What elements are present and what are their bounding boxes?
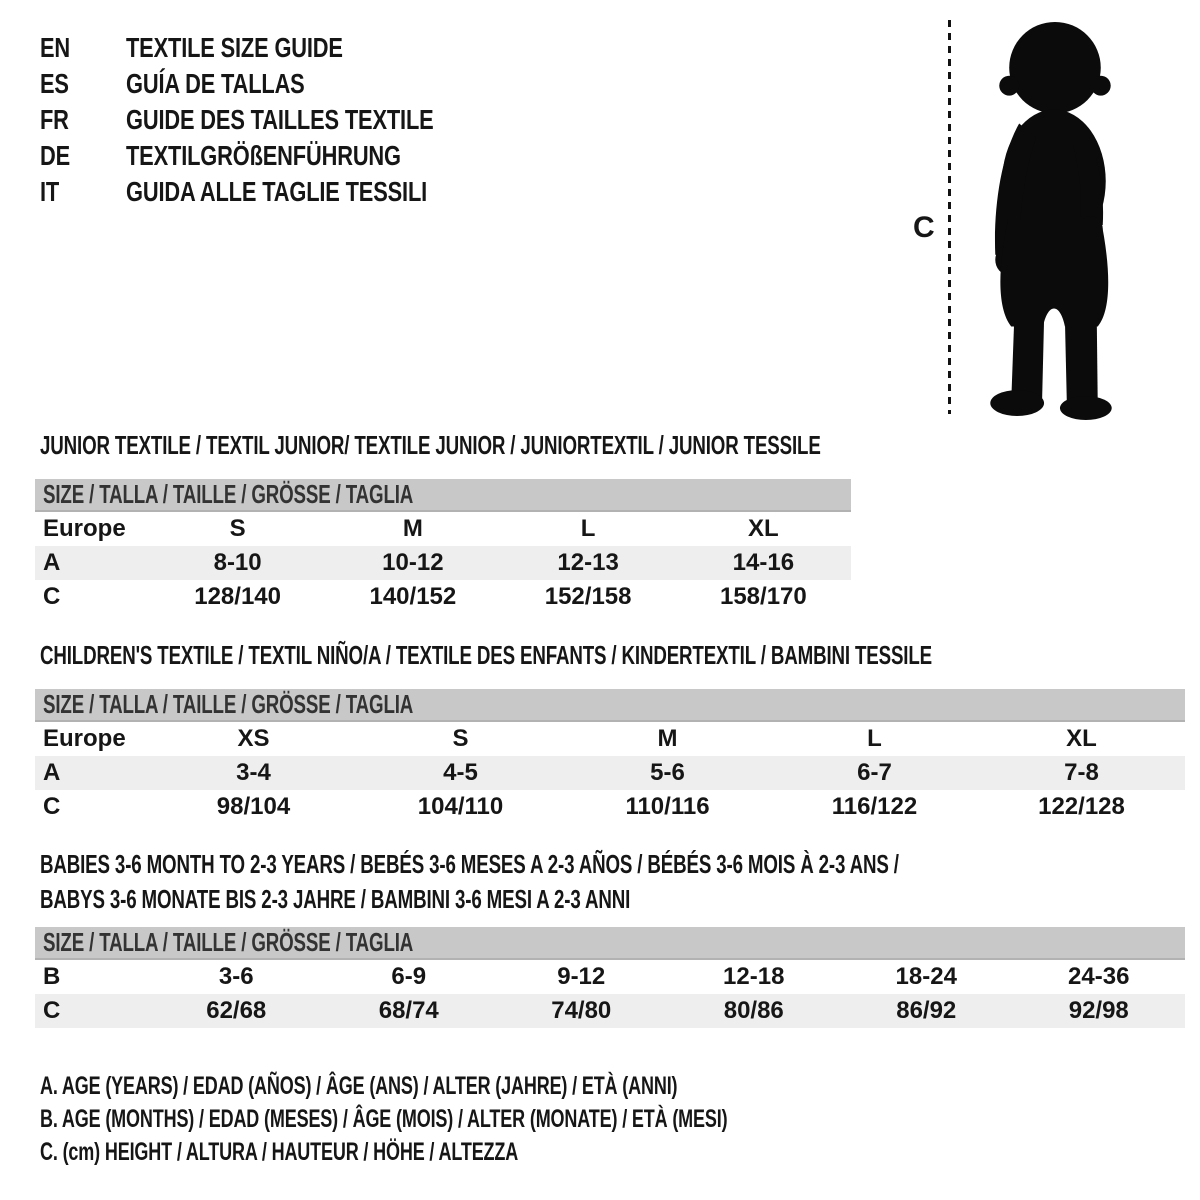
row-label: A — [35, 546, 150, 580]
cell: 7-8 — [978, 756, 1185, 790]
cell: XL — [748, 515, 779, 542]
language-row-fr — [40, 102, 520, 138]
cell: 5-6 — [564, 756, 771, 790]
cell: 128/140 — [194, 583, 281, 610]
cell: 74/80 — [495, 994, 668, 1028]
cell: 24-36 — [1068, 963, 1130, 990]
language-row-de — [40, 138, 520, 174]
language-code-it: IT — [40, 176, 60, 207]
cell: L — [580, 515, 596, 542]
cell: 80/86 — [668, 994, 841, 1028]
cell: 152/158 — [544, 583, 632, 610]
cell: M — [657, 725, 678, 752]
row-label: Europe — [43, 725, 126, 752]
legend-age-years: A. AGE (YEARS) / EDAD (AÑOS) / ÂGE (ANS) / ALTER (JAHRE) / ETÀ (ANNI) — [40, 1072, 678, 1100]
babies-table-title-line1: BABIES 3-6 MONTH TO 2-3 YEARS / BEBÉS 3-6 MESES A 2-3 AÑOS / BÉBÉS 3-6 MOIS À 2-3 ANS / — [40, 849, 899, 879]
guide-title-en: TEXTILE SIZE GUIDE — [125, 32, 343, 63]
legend-age-months: B. AGE (MONTHS) / EDAD (MESES) / ÂGE (MOIS) / ALTER (MONATE) / ETÀ (MESI) — [40, 1105, 728, 1133]
table-row-europe — [35, 511, 851, 546]
size-header-label: SIZE / TALLA / TAILLE / GRÖSSE / TAGLIA — [43, 479, 414, 509]
children-table-title: CHILDREN'S TEXTILE / TEXTIL NIÑO/A / TEXTILE DES ENFANTS / KINDERTEXTIL / BAMBINI TESSILE — [40, 640, 933, 670]
cell: 9-12 — [557, 963, 606, 990]
cell: S — [452, 725, 469, 752]
language-code-de: DE — [40, 140, 71, 171]
size-header-row — [35, 927, 1185, 959]
size-header-row — [35, 479, 851, 511]
cell: 6-9 — [391, 963, 427, 990]
cell: 14-16 — [676, 546, 851, 580]
babies-table-title-line2: BABYS 3-6 MONATE BIS 2-3 JAHRE / BAMBINI 3-6 MESI A 2-3 ANNI — [40, 884, 631, 914]
children-size-table — [35, 689, 1185, 824]
size-header-row — [35, 689, 1185, 721]
babies-size-table — [35, 927, 1185, 1028]
cell: 4-5 — [357, 756, 564, 790]
cell: 6-7 — [771, 756, 978, 790]
table-row-months — [35, 959, 1185, 994]
cell: 116/122 — [831, 793, 918, 820]
cell: XL — [1066, 725, 1097, 752]
guide-title-fr: GUIDE DES TAILLES TEXTILE — [125, 104, 434, 135]
row-label: C — [43, 793, 61, 820]
table-row-age — [35, 546, 851, 580]
row-label: Europe — [43, 515, 126, 542]
guide-title-de: TEXTILGRÖßENFÜHRUNG — [125, 140, 401, 171]
junior-size-table — [35, 479, 851, 614]
cell: M — [402, 515, 423, 542]
cell: 10-12 — [325, 546, 500, 580]
cell: 8-10 — [150, 546, 325, 580]
table-row-age — [35, 756, 1185, 790]
cell: 3-6 — [218, 963, 254, 990]
height-measure-label: C — [913, 211, 935, 244]
language-row-en — [40, 30, 520, 66]
legend-height-cm: C. (cm) HEIGHT / ALTURA / HAUTEUR / HÖHE / ALTEZZA — [40, 1138, 519, 1166]
cell: 158/170 — [719, 583, 807, 610]
cell: 12-18 — [723, 963, 785, 990]
row-label: B — [43, 963, 61, 990]
guide-title-it: GUIDA ALLE TAGLIE TESSILI — [125, 176, 427, 207]
cell: 98/104 — [216, 793, 291, 820]
size-header-label: SIZE / TALLA / TAILLE / GRÖSSE / TAGLIA — [43, 927, 414, 957]
table-row-height — [35, 580, 851, 614]
language-title-list — [40, 30, 520, 210]
height-measure-dashed-line — [948, 20, 951, 414]
toddler-silhouette-icon — [966, 12, 1138, 420]
cell: 12-13 — [501, 546, 676, 580]
table-row-height — [35, 994, 1185, 1028]
cell: 122/128 — [1038, 793, 1125, 820]
guide-title-es: GUÍA DE TALLAS — [125, 68, 305, 99]
cell: XS — [237, 725, 270, 752]
row-label: C — [43, 583, 61, 610]
cell: 62/68 — [150, 994, 323, 1028]
cell: 68/74 — [323, 994, 496, 1028]
cell: 86/92 — [840, 994, 1013, 1028]
junior-table-title: JUNIOR TEXTILE / TEXTIL JUNIOR/ TEXTILE JUNIOR / JUNIORTEXTIL / JUNIOR TESSILE — [40, 430, 821, 460]
language-code-en: EN — [40, 32, 71, 63]
size-header-label: SIZE / TALLA / TAILLE / GRÖSSE / TAGLIA — [43, 689, 414, 719]
cell: 92/98 — [1013, 994, 1186, 1028]
table-row-height — [35, 790, 1185, 824]
language-row-es — [40, 66, 520, 102]
row-label: C — [35, 994, 150, 1028]
language-code-fr: FR — [40, 104, 69, 135]
cell: L — [867, 725, 882, 752]
language-code-es: ES — [40, 68, 69, 99]
cell: 140/152 — [369, 583, 457, 610]
measurement-legend — [40, 1070, 995, 1169]
cell: S — [229, 515, 246, 542]
row-label: A — [35, 756, 150, 790]
cell: 18-24 — [895, 963, 957, 990]
cell: 110/116 — [625, 793, 710, 820]
cell: 3-4 — [150, 756, 357, 790]
cell: 104/110 — [417, 793, 504, 820]
table-row-europe — [35, 721, 1185, 756]
language-row-it — [40, 174, 520, 210]
